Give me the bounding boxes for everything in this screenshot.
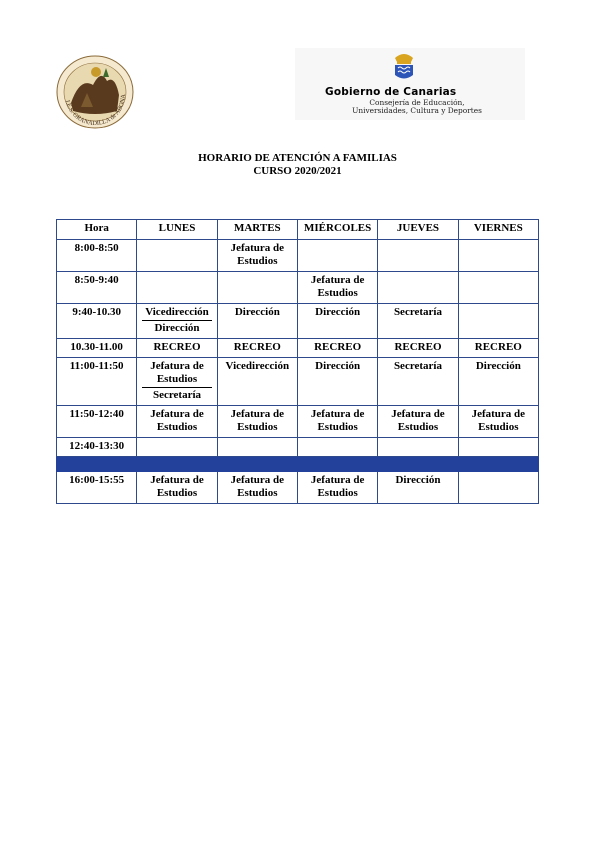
cell-lunes — [137, 272, 217, 304]
header-hora: Hora — [57, 220, 137, 240]
cell-martes: Jefatura de Estudios — [217, 240, 297, 272]
cell-hora: 8:50-9:40 — [57, 272, 137, 304]
schedule-table — [56, 219, 539, 504]
cell-martes — [217, 272, 297, 304]
cell-jueves: Jefatura de Estudios — [378, 406, 458, 438]
cell-hora: 9:40-10.30 — [57, 304, 137, 339]
cell-viernes — [458, 240, 538, 272]
cell-hora: 11:00-11:50 — [57, 358, 137, 406]
document-subtitle: CURSO 2020/2021 — [253, 165, 342, 177]
cell-hora: 8:00-8:50 — [57, 240, 137, 272]
cell-jueves: Secretaría — [378, 304, 458, 339]
school-seal-text: I.E.S. GRANADILLA de ABONA — [63, 93, 128, 128]
cell-miercoles: Dirección — [297, 304, 377, 339]
table-row — [57, 304, 539, 339]
cell-viernes — [458, 304, 538, 339]
cell-martes: Vicedirección — [217, 358, 297, 406]
header-miercoles: MIÉRCOLES — [297, 220, 377, 240]
header-martes: MARTES — [217, 220, 297, 240]
cell-miercoles — [297, 240, 377, 272]
header-lunes: LUNES — [137, 220, 217, 240]
cell-viernes: Dirección — [458, 358, 538, 406]
cell-viernes — [458, 472, 538, 504]
cell-miercoles: Dirección — [297, 358, 377, 406]
cell-jueves: RECREO — [378, 339, 458, 358]
cell-miercoles: Jefatura de Estudios — [297, 406, 377, 438]
cell-lunes-entry: Vicedirección — [145, 306, 209, 318]
cell-viernes — [458, 272, 538, 304]
document-title: HORARIO DE ATENCIÓN A FAMILIAS — [198, 152, 397, 164]
cell-miercoles — [297, 438, 377, 457]
cell-martes — [217, 438, 297, 457]
cell-jueves — [378, 438, 458, 457]
cell-lunes: RECREO — [137, 339, 217, 358]
table-row — [57, 472, 539, 504]
cell-lunes-entry-2: Secretaría — [142, 387, 211, 402]
cell-martes: Jefatura de Estudios — [217, 472, 297, 504]
cell-lunes — [137, 240, 217, 272]
header-jueves: JUEVES — [378, 220, 458, 240]
cell-hora: 12:40-13:30 — [57, 438, 137, 457]
cell-viernes: RECREO — [458, 339, 538, 358]
cell-lunes: Jefatura de Estudios — [137, 406, 217, 438]
cell-martes: Jefatura de Estudios — [217, 406, 297, 438]
government-name: Gobierno de Canarias — [325, 86, 457, 98]
table-row — [57, 406, 539, 438]
cell-martes: RECREO — [217, 339, 297, 358]
cell-lunes — [137, 358, 217, 406]
cell-martes: Dirección — [217, 304, 297, 339]
cell-hora: 16:00-15:55 — [57, 472, 137, 504]
cell-jueves: Dirección — [378, 472, 458, 504]
gobierno-canarias-logo — [295, 48, 525, 120]
cell-lunes — [137, 438, 217, 457]
table-row — [57, 438, 539, 457]
cell-lunes-entry: Jefatura de Estudios — [150, 360, 204, 385]
table-header-row — [57, 220, 539, 240]
government-department: Consejería de Educación, Universidades, Cultura y Deportes — [352, 98, 482, 115]
cell-lunes-entry-2: Dirección — [142, 320, 211, 335]
table-row — [57, 358, 539, 406]
cell-hora: 10.30-11.00 — [57, 339, 137, 358]
header-viernes: VIERNES — [458, 220, 538, 240]
school-seal-logo — [55, 55, 135, 130]
table-row — [57, 240, 539, 272]
cell-miercoles: Jefatura de Estudios — [297, 472, 377, 504]
cell-miercoles: RECREO — [297, 339, 377, 358]
cell-viernes — [458, 438, 538, 457]
cell-miercoles: Jefatura de Estudios — [297, 272, 377, 304]
table-row — [57, 272, 539, 304]
cell-viernes: Jefatura de Estudios — [458, 406, 538, 438]
table-row — [57, 339, 539, 358]
cell-jueves: Secretaría — [378, 358, 458, 406]
separator-cell — [57, 457, 539, 472]
cell-lunes — [137, 304, 217, 339]
cell-jueves — [378, 272, 458, 304]
cell-jueves — [378, 240, 458, 272]
afternoon-separator-band — [57, 457, 539, 472]
cell-lunes: Jefatura de Estudios — [137, 472, 217, 504]
cell-hora: 11:50-12:40 — [57, 406, 137, 438]
